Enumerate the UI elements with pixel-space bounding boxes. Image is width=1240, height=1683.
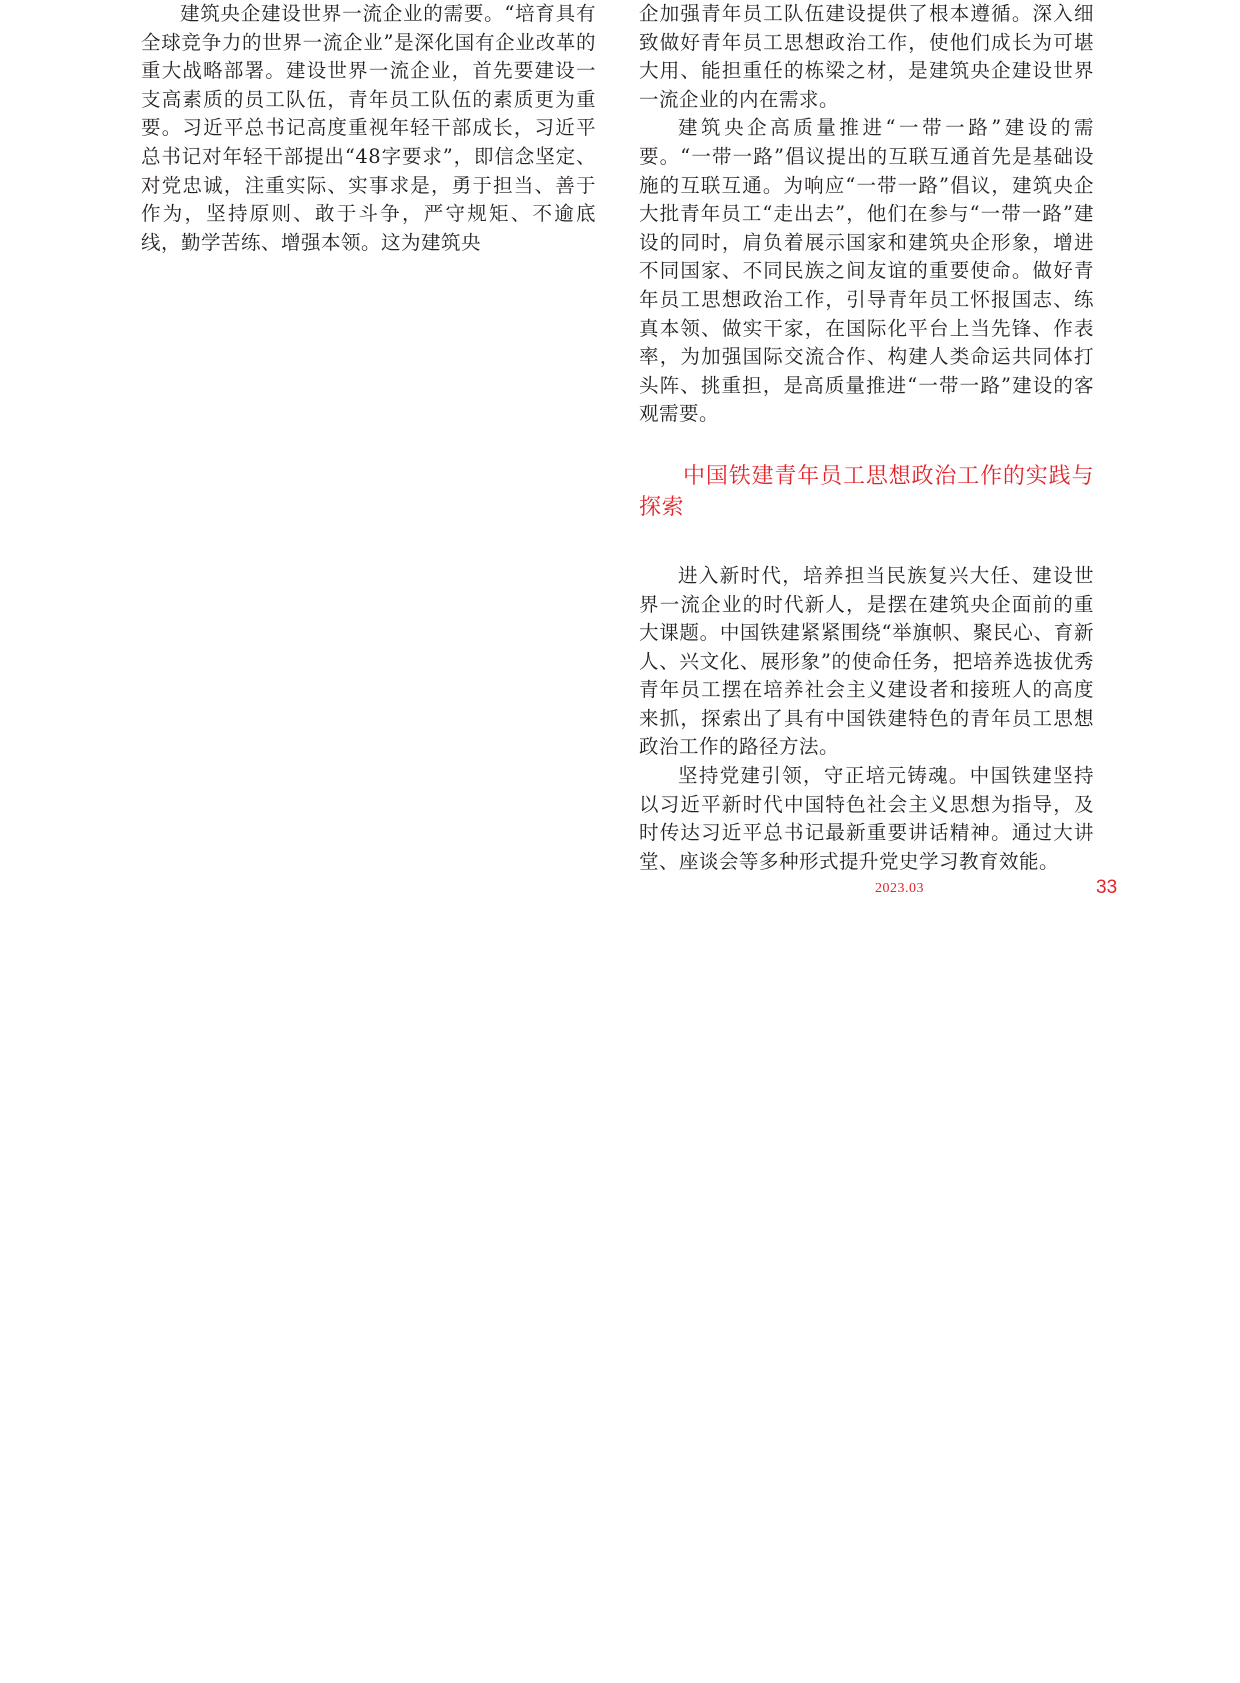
left-text-column [141,0,596,257]
body-paragraph: 企加强青年员工队伍建设提供了根本遵循。深入细致做好青年员工思想政治工作，使他们成长为可堪大用、能担重任的栋梁之材，是建筑央企建设世界一流企业的内在需求。 [639,2,1094,111]
body-paragraph: 坚持党建引领，守正培元铸魂。中国铁建坚持以习近平新时代中国特色社会主义思想为指导，及时传达习近平总书记最新重要讲话精神。通过大讲堂、座谈会等多种形式提升党史学习教育效能。 [639,764,1094,873]
body-paragraph: 进入新时代，培养担当民族复兴大任、建设世界一流企业的时代新人，是摆在建筑央企面前的重大课题。中国铁建紧紧围绕“举旗帜、聚民心、育新人、兴文化、展形象”的使命任务，把培养选拔优秀青年员工摆在培养社会主义建设者和接班人的高度来抓，探索出了具有中国铁建特色的青年员工思想政治工作的路径方法。 [639,563,1094,759]
right-text-column [639,0,1094,876]
body-paragraph: 建筑央企高质量推进“一带一路”建设的需要。“一带一路”倡议提出的互联互通首先是基础设施的互联互通。为响应“一带一路”倡议，建筑央企大批青年员工“走出去”，他们在参与“一带一路”建设的同时，肩负着展示国家和建筑央企形象，增进不同国家、不同民族之间友谊的重要使命。做好青年员工思想政治工作，引导青年员工怀报国志、练真本领、做实干家，在国际化平台上当先锋、作表率，为加强国际交流合作、构建人类命运共同体打头阵、挑重担，是高质量推进“一带一路”建设的客观需要。 [639,116,1094,426]
section-heading: 中国铁建青年员工思想政治工作的实践与探索 [639,463,1094,520]
issue-date: 2023.03 [875,881,924,896]
page-number: 33 [1096,877,1118,898]
body-paragraph: 建筑央企建设世界一流企业的需要。“培育具有全球竞争力的世界一流企业”是深化国有企业改革的重大战略部署。建设世界一流企业，首先要建设一支高素质的员工队伍，青年员工队伍的素质更为重要。习近平总书记高度重视年轻干部成长，习近平总书记对年轻干部提出“48字要求”，即信念坚定、对党忠诚，注重实际、实事求是，勇于担当、善于作为，坚持原则、敢于斗争，严守规矩、不逾底线，勤学苦练、增强本领。这为建筑央 [141,2,596,254]
